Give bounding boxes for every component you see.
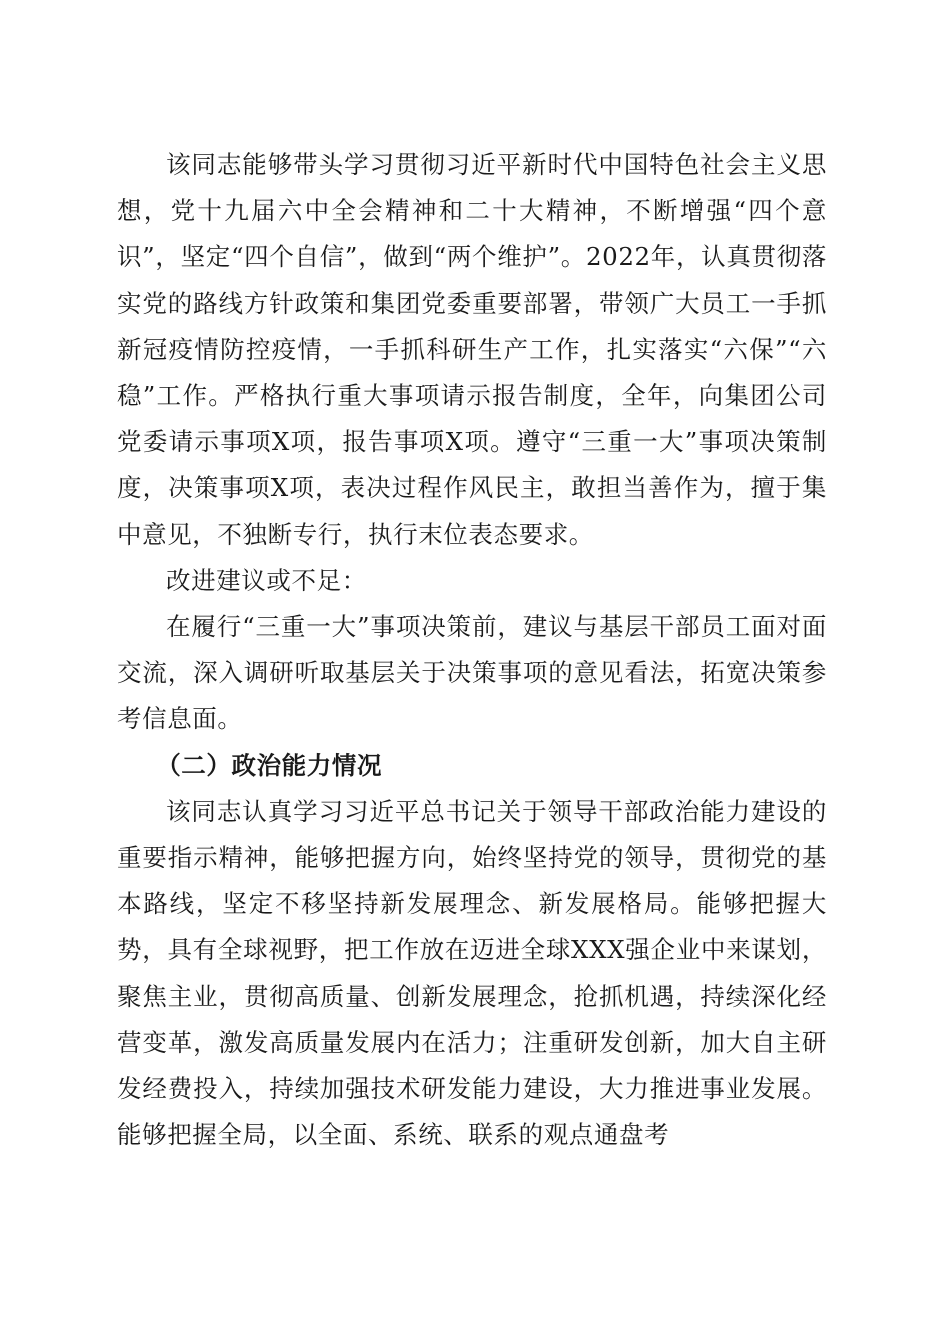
paragraph-political-stance: 该同志能够带头学习贯彻习近平新时代中国特色社会主义思想，党十九届六中全会精神和二十大精神，不断增强“四个意识”，坚定“四个自信”，做到“两个维护”。2022年，认真贯彻落实党的路线方针政策和集团党委重要部署，带领广大员工一手抓新冠疫情防控疫情，一手抓科研生产工作，扎实落实“六保”“六稳”工作。严格执行重大事项请示报告制度，全年，向集团公司党委请示事项X项，报告事项X项。遵守“三重一大”事项决策制度，决策事项X项，表决过程作风民主，敢担当善作为，擅于集中意见，不独断专行，执行末位表态要求。 — [117, 150, 827, 549]
paragraph-political-ability: 该同志认真学习习近平总书记关于领导干部政治能力建设的重要指示精神，能够把握方向，始终坚持党的领导，贯彻党的基本路线，坚定不移坚持新发展理念、新发展格局。能够把握大势，具有全球视野，把工作放在迈进全球XXX强企业中来谋划，聚焦主业，贯彻高质量、创新发展理念，抢抓机遇，持续深化经营变革，激发高质量发展内在活力；注重研发创新，加大自主研发经费投入，持续加强技术研发能力建设，大力推进事业发展。能够把握全局，以全面、系统、联系的观点通盘考 — [117, 796, 827, 1150]
section-heading-political-ability: （二）政治能力情况 — [156, 750, 383, 780]
document-body — [117, 142, 827, 1158]
paragraph-improvement-label: 改进建议或不足： — [166, 565, 367, 595]
paragraph-improvement-suggestion: 在履行“三重一大”事项决策前，建议与基层干部员工面对面交流，深入调研听取基层关于决策事项的意见看法，拓宽决策参考信息面。 — [117, 612, 827, 734]
